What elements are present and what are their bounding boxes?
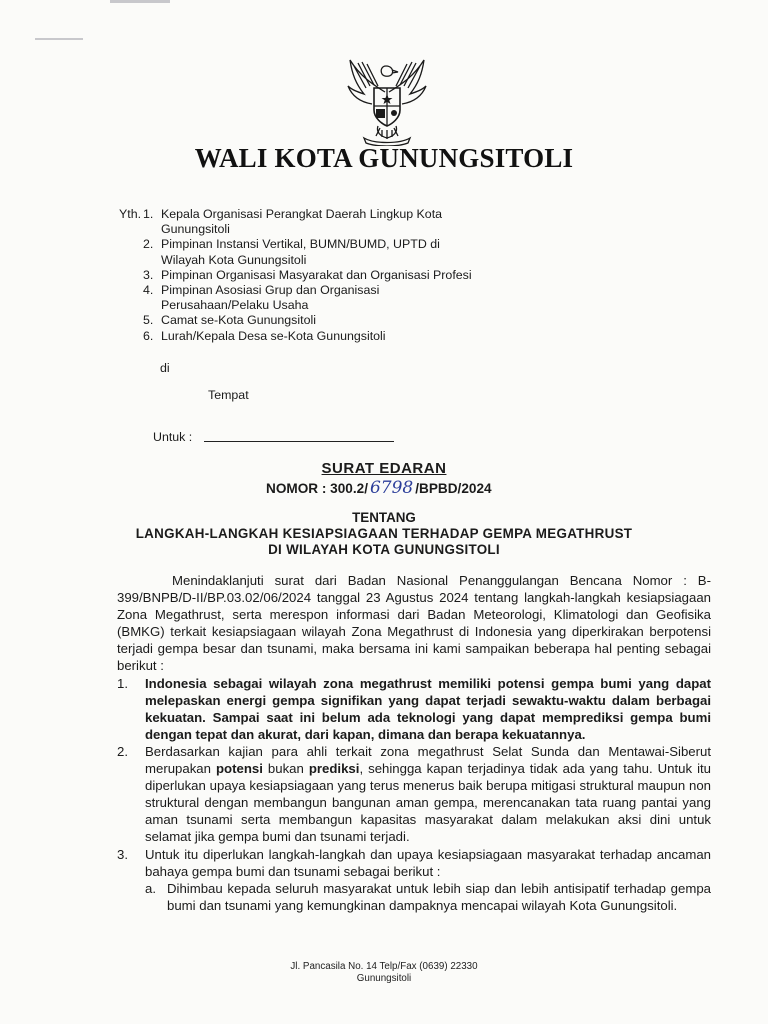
recipient-item: 5. Camat se-Kota Gunungsitoli [143, 313, 316, 328]
letter-number-label: NOMOR : 300.2/ [266, 481, 368, 496]
point-item: 2. Berdasarkan kajian para ahli terkait zona megathrust Selat Sunda dan Mentawai-Siberut merupakan potensi bukan prediksi, sehingga kapan terjadinya tidak ada yang tahu. Untuk itu diperlukan upaya kesiapsiagaan yang terus menerus baik berupa mitigasi struktural maupun non struktural dengan membangun bangunan aman gempa, merencanakan tata ruang pantai yang aman tsunami serta membangun kapasitas masyarakat dalam melakukan aksi dini untuk selamat jika gempa bumi dan tsunami terjadi. [117, 743, 712, 845]
garuda-emblem-icon [342, 54, 432, 146]
point-item: 3. Untuk itu diperlukan langkah-langkah dan upaya kesiapsiagaan masyarakat terhadap ancaman bahaya gempa bumi dan tsunami sebagai berikut : a. Dihimbau kepada seluruh masyarakat untuk lebih siap dan lebih antisipatif terhadap gempa bumi dan tsunami yang kemungkinan dampaknya mencapai wilayah Kota Gunungsitoli. [117, 846, 711, 913]
sub-point-item: a. Dihimbau kepada seluruh masyarakat untuk lebih siap dan lebih antisipatif terhadap gempa bumi dan tsunami yang kemungkinan dampaknya mencapai wilayah Kota Gunungsitoli. [145, 880, 711, 913]
purpose-label: Untuk : [153, 430, 193, 444]
subject-heading: TENTANG [352, 510, 416, 525]
recipient-item: 3. Pimpinan Organisasi Masyarakat dan Organisasi Profesi [143, 267, 472, 282]
letter-number [266, 478, 492, 498]
recipient-location: Tempat [208, 388, 249, 402]
scan-artifact [35, 38, 83, 40]
subject-title [0, 526, 768, 558]
recipient-item: 2. Pimpinan Instansi Vertikal, BUMN/BUMD, UPTD di Wilayah Kota Gunungsitoli [143, 237, 440, 267]
point-item: 1. Indonesia sebagai wilayah zona megathrust memiliki potensi gempa bumi yang dapat melepaskan energi gempa signifikan yang dapat terjadi sewaktu-waktu dalam berbagai kekuatan. Sampai saat ini belum ada teknologi yang dapat memprediksi gempa bumi dengan tepat dan akurat, dari kapan, dimana dan berapa kekuatannya. [117, 675, 711, 742]
letter-footer [0, 961, 768, 985]
recipient-list [143, 207, 473, 344]
recipient-salutation: Yth. [119, 207, 142, 221]
subject-line-1: LANGKAH-LANGKAH KESIAPSIAGAAN TERHADAP GEMPA MEGATHRUST [135, 526, 633, 541]
point-3-text: Untuk itu diperlukan langkah-langkah dan upaya kesiapsiagaan masyarakat terhadap ancaman bahaya gempa bumi dan tsunami sebagai berikut : [145, 846, 711, 879]
letter-body [117, 572, 711, 914]
handwritten-number: 6798 [369, 478, 414, 498]
recipient-item: 1. Kepala Organisasi Perangkat Daerah Lingkup Kota Gunungsitoli [143, 207, 443, 237]
issuer-title: WALI KOTA GUNUNGSITOLI [194, 143, 574, 173]
letter-number-suffix: /BPBD/2024 [415, 481, 492, 496]
sub-points-list [145, 880, 711, 914]
points-list [117, 675, 711, 914]
point-1-text: Indonesia sebagai wilayah zona megathrust memiliki potensi gempa bumi yang dapat melepaskan energi gempa signifikan yang dapat terjadi sewaktu-waktu dalam berbagai kekuatan. Sampai saat ini belum ada teknologi yang dapat memprediksi gempa bumi dengan tepat dan akurat, dari kapan, dimana dan berapa kekuatannya. [145, 675, 711, 742]
subject-line-2: DI WILAYAH KOTA GUNUNGSITOLI [268, 542, 500, 557]
footer-address: Jl. Pancasila No. 14 Telp/Fax (0639) 22330 [290, 961, 478, 972]
scan-artifact [110, 0, 170, 3]
recipient-item: 4. Pimpinan Asosiasi Grup dan Organisasi Perusahaan/Pelaku Usaha [143, 283, 380, 313]
recipient-location-prefix: di [160, 361, 170, 375]
letter-type: SURAT EDARAN [321, 460, 447, 477]
recipient-item: 6. Lurah/Kepala Desa se-Kota Gunungsitoli [143, 328, 386, 343]
purpose-blank-line [204, 441, 394, 442]
intro-paragraph: Menindaklanjuti surat dari Badan Nasional Penanggulangan Bencana Nomor : B-399/BNPB/D-II/BP.03.02/06/2024 tanggal 23 Agustus 2024 tentang langkah-langkah kesiapsiagaan Zona Megathrust, serta merespon informasi dari Badan Meteorologi, Klimatologi dan Geofisika (BMKG) terkait kesiapsiagaan wilayah Zona Megathrust di Indonesia yang diperkirakan berpotensi terjadi gempa besar dan tsunami, maka bersama ini kami sampaikan beberapa hal penting sebagai berikut : [117, 573, 711, 674]
footer-city: Gunungsitoli [356, 973, 412, 984]
